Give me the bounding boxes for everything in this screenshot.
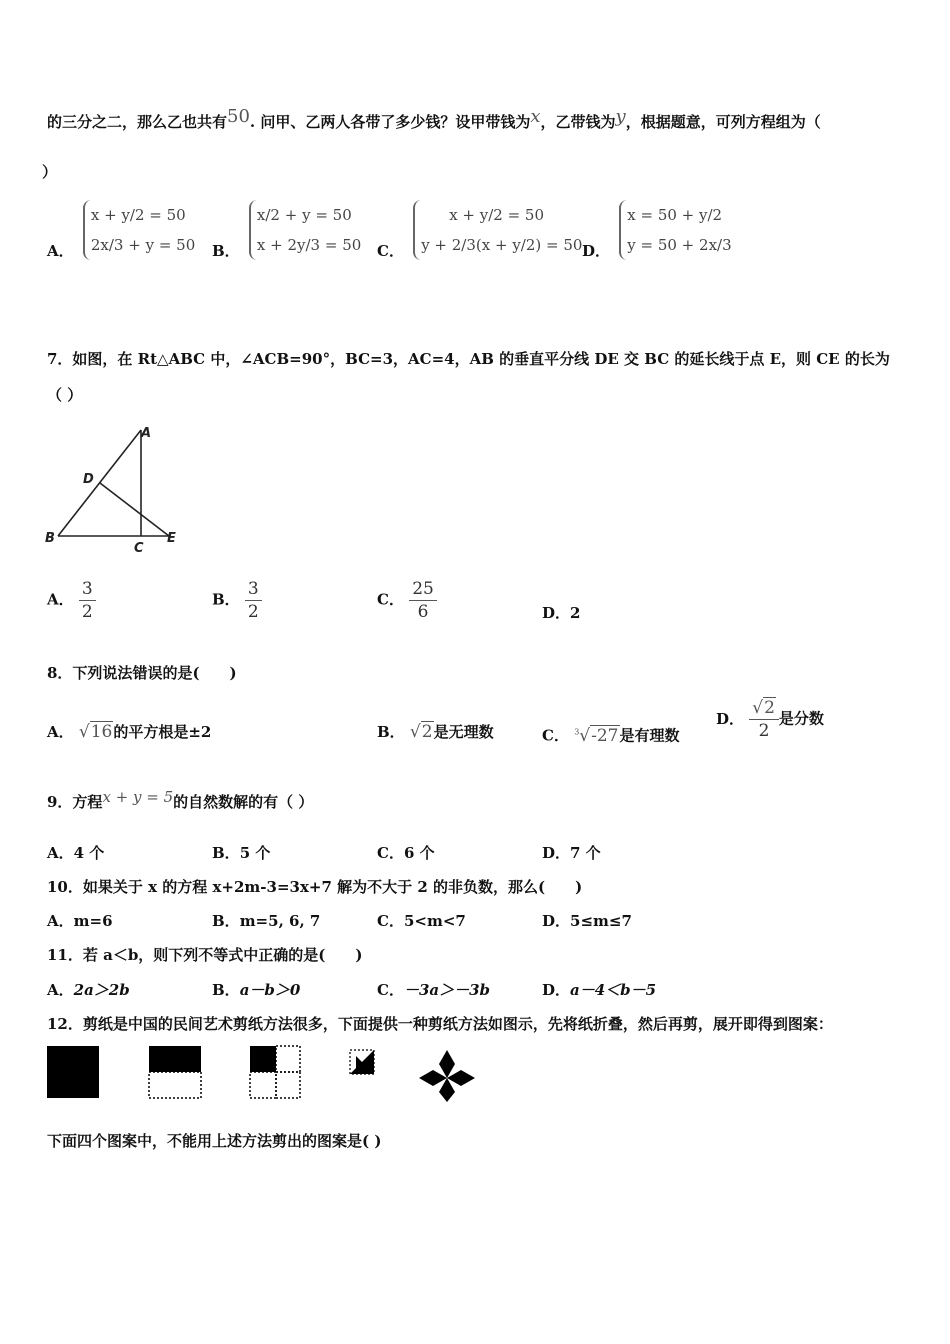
q9-option-b-text: 5 个 [239, 844, 271, 862]
q6-option-b-eq2: x + 2y/3 = 50 [256, 236, 362, 254]
q9-option-a-text: 4 个 [73, 844, 105, 862]
q6-option-c-label: C． [377, 242, 404, 260]
q8-option-c-text: 是有理数 [619, 726, 680, 745]
q12-step4-cut [350, 1050, 374, 1074]
q7-segment-ab [58, 430, 141, 536]
q10-stem: 10．如果关于 x 的方程 x+2m-3=3x+7 解为不大于 2 的非负数，那么( ) [47, 878, 583, 896]
q8-option-a-sqrt: √16 [78, 722, 113, 742]
q7-option-a[interactable] [47, 578, 96, 623]
q10-option-b[interactable] [212, 911, 320, 931]
q6-option-a-system [83, 200, 195, 260]
q8-stem: 8．下列说法错误的是( ) [47, 664, 237, 682]
q10-option-c-label: C． [377, 912, 404, 930]
q8-option-a-text: 的平方根是±2 [113, 723, 212, 741]
q9-option-c[interactable] [377, 843, 435, 863]
q6-option-b-eq1: x/2 + y = 50 [256, 206, 352, 224]
q10-option-d[interactable] [542, 911, 632, 931]
q11-option-b[interactable] [212, 980, 300, 1000]
q10-option-c-text: 5<m<7 [403, 912, 466, 930]
q7-stem-paren: （ ） [47, 386, 83, 404]
q7-label-b: B [45, 531, 55, 546]
q6-line1-text-b: . 问甲、乙两人各带了多少钱？设甲带钱为 [249, 113, 531, 131]
q7-option-b-fraction [245, 578, 262, 623]
q9-stem-a: 9．方程 [47, 793, 103, 811]
q6-line1 [47, 106, 821, 132]
q10-option-a-text: m=6 [73, 912, 113, 930]
q8-option-c-label: C． [542, 726, 569, 745]
q11-option-a[interactable] [47, 980, 130, 1000]
q10-option-b-label: B． [212, 912, 240, 930]
q6-option-d-system [619, 200, 731, 260]
q8-option-c[interactable] [542, 722, 680, 746]
q9-option-a-label: A． [47, 844, 74, 862]
q6-line1-number-50: 50 [227, 106, 250, 127]
q6-line1-text-d: ，根据题意，可列方程组为（ [625, 113, 821, 131]
q6-option-a[interactable] [47, 200, 195, 260]
q6-option-b-system [249, 200, 361, 260]
q8-option-a-label: A． [47, 723, 74, 741]
q6-line2: ） [42, 163, 58, 181]
q6-option-a-label: A． [47, 242, 74, 260]
q9-option-a[interactable] [47, 843, 104, 863]
q12-follow-question: 下面四个图案中，不能用上述方法剪出的图案是( ) [47, 1132, 382, 1150]
q7-option-c-label: C． [377, 590, 404, 609]
q8-option-d[interactable] [716, 697, 824, 742]
q11-option-d[interactable] [542, 980, 656, 1000]
q6-option-c[interactable] [377, 200, 582, 260]
q10-option-c[interactable] [377, 911, 466, 931]
q7-option-b[interactable] [212, 578, 262, 623]
q6-option-c-system [413, 200, 582, 260]
q10-option-d-label: D． [542, 912, 571, 930]
q11-option-b-label: B． [212, 981, 240, 999]
q8-option-d-label: D． [716, 709, 745, 728]
q7-option-b-den: 2 [247, 602, 259, 622]
q12-step5-result [419, 1050, 475, 1102]
q9-stem-b: 的自然数解的有（ ） [173, 793, 314, 811]
q6-var-y: y [615, 106, 626, 127]
q7-option-d-value: 2 [570, 604, 581, 622]
q7-option-a-num: 3 [79, 578, 96, 601]
q10-option-a[interactable] [47, 911, 113, 931]
q7-option-c-fraction [409, 578, 437, 623]
q7-triangle-figure [40, 420, 190, 560]
q8-option-b-radicand: 2 [421, 722, 433, 742]
q11-option-c[interactable] [377, 980, 490, 1000]
q7-label-c: C [134, 541, 144, 556]
q6-option-d[interactable] [582, 200, 732, 260]
q9-option-d-label: D． [542, 844, 571, 862]
q12-stem: 12．剪纸是中国的民间艺术剪纸方法很多，下面提供一种剪纸方法如图示，先将纸折叠，然后再剪，展开即得到图案： [47, 1015, 833, 1033]
q8-option-d-num-radicand: 2 [764, 698, 775, 718]
q8-option-b-text: 是无理数 [433, 723, 494, 741]
q9-option-d-text: 7 个 [570, 844, 601, 862]
q10-option-b-text: m=5, 6, 7 [239, 912, 321, 930]
q6-option-c-eq1: x + y/2 = 50 [449, 206, 545, 224]
q8-option-d-den: 2 [758, 721, 770, 741]
q9-option-c-text: 6 个 [403, 844, 435, 862]
q11-option-c-label: C． [377, 981, 404, 999]
q6-option-c-eq2: y + 2/3(x + y/2) = 50 [421, 236, 583, 254]
q7-option-a-den: 2 [81, 602, 93, 622]
q11-stem: 11．若 a＜b，则下列不等式中正确的是( ) [47, 946, 363, 964]
q11-option-d-text: a－4＜b－5 [570, 981, 657, 999]
q6-option-a-eq1: x + y/2 = 50 [90, 206, 186, 224]
q10-option-a-label: A． [47, 912, 74, 930]
q9-option-c-label: C． [377, 844, 404, 862]
q9-option-d[interactable] [542, 843, 601, 863]
q7-option-c[interactable] [377, 578, 437, 623]
q8-option-d-num: √2 [749, 697, 779, 720]
q12-step2-half-fold [149, 1046, 201, 1098]
q7-option-d-label: D． [542, 604, 571, 622]
q11-option-a-text: 2a＞2b [73, 981, 130, 999]
q7-option-a-label: A． [47, 590, 74, 609]
q12-folding-steps-figure [40, 1040, 490, 1110]
q11-option-d-label: D． [542, 981, 571, 999]
q6-option-d-eq1: x = 50 + y/2 [627, 206, 723, 224]
q6-line1-text-a: 的三分之二，那么乙也共有 [47, 113, 228, 131]
q9-stem [47, 788, 314, 812]
q8-option-c-index: 3 [574, 727, 580, 736]
q8-option-a-radicand: 16 [90, 722, 113, 742]
q7-option-c-den: 6 [417, 602, 429, 622]
q8-option-d-fraction [749, 697, 779, 742]
q12-step3-quarter-fold [250, 1046, 300, 1098]
q9-option-b[interactable] [212, 843, 270, 863]
q7-label-e: E [167, 531, 176, 546]
q7-option-c-num: 25 [409, 578, 437, 601]
q7-stem: 7．如图，在 Rt△ABC 中，∠ACB=90°，BC=3，AC=4，AB 的垂直平分线 DE 交 BC 的延长线于点 E，则 CE 的长为 [47, 350, 890, 368]
q12-step1-square [47, 1046, 99, 1098]
q8-option-b[interactable] [377, 722, 494, 742]
q7-option-d[interactable] [542, 603, 580, 623]
q7-segment-de [100, 483, 169, 536]
q9-option-b-label: B． [212, 844, 240, 862]
q8-option-c-radicand: -27 [591, 725, 619, 746]
q7-option-b-num: 3 [245, 578, 262, 601]
q9-equation: x + y = 5 [102, 788, 174, 806]
q7-label-d: D [83, 472, 94, 487]
q6-option-b[interactable] [212, 200, 361, 260]
q7-option-b-label: B． [212, 590, 240, 609]
q6-option-d-eq2: y = 50 + 2x/3 [627, 236, 732, 254]
q11-option-c-text: －3a＞－3b [403, 981, 491, 999]
q8-option-c-cbrt: $^3$√-27 [574, 725, 619, 746]
q11-option-a-label: A． [47, 981, 74, 999]
q7-label-a: A [141, 426, 152, 441]
q8-option-a[interactable] [47, 722, 211, 742]
q10-option-d-text: 5≤m≤7 [570, 912, 632, 930]
q6-option-b-label: B． [212, 242, 240, 260]
q8-option-d-text: 是分数 [778, 709, 824, 728]
q6-option-d-label: D． [582, 242, 611, 260]
q6-option-a-eq2: 2x/3 + y = 50 [90, 236, 196, 254]
q7-option-a-fraction [79, 578, 96, 623]
q11-option-b-text: a－b＞0 [239, 981, 301, 999]
q6-var-x: x [530, 106, 541, 127]
q6-line1-text-c: ，乙带钱为 [540, 113, 616, 131]
q8-option-b-label: B． [377, 723, 405, 741]
q8-option-b-sqrt: √2 [409, 722, 433, 742]
